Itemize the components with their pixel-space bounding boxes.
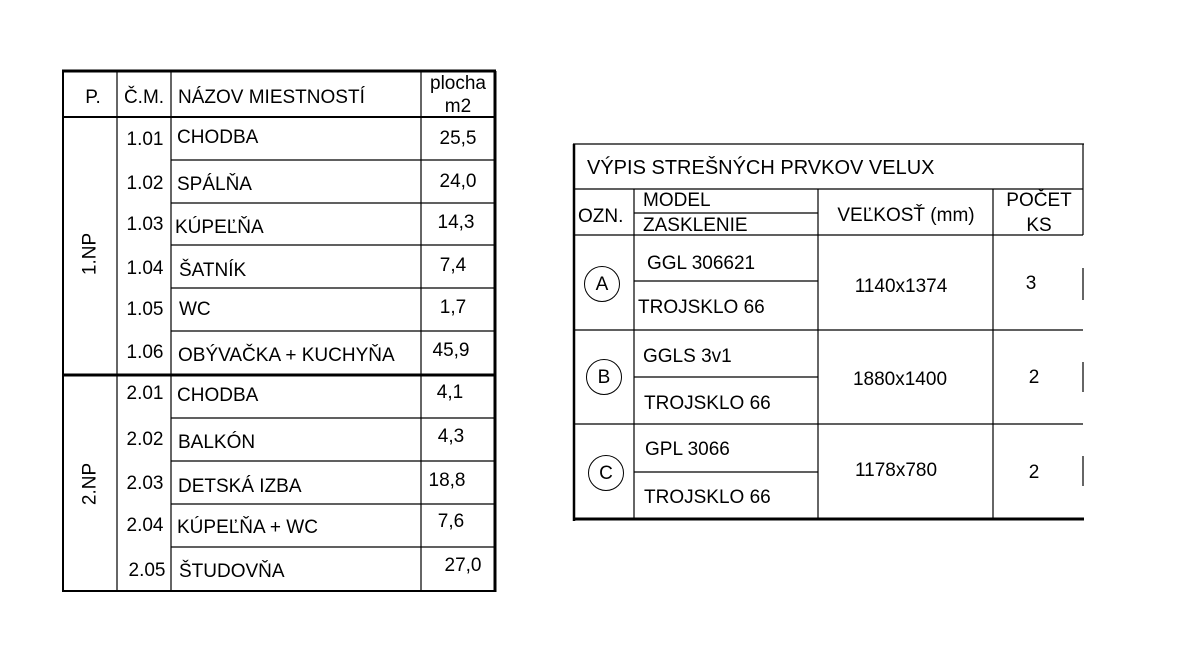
window-size: 1178x780 [854, 460, 938, 481]
room-area: 27,0 [444, 555, 482, 576]
window-glazing: TROJSKLO 66 [644, 393, 771, 414]
mark-circle [586, 359, 622, 395]
room-area: 14,3 [437, 212, 475, 233]
room-number: 1.04 [126, 258, 164, 279]
mark-circle [588, 455, 624, 491]
room-name: ŠATNÍK [179, 260, 247, 281]
header-room-name: NÁZOV MIESTNOSTÍ [178, 87, 365, 108]
header-glazing: ZASKLENIE [643, 215, 748, 236]
header-area-line2: m2 [444, 96, 472, 117]
room-area: 18,8 [428, 470, 466, 491]
mark-label: A [595, 273, 609, 295]
room-area: 4,1 [436, 382, 464, 403]
room-area: 45,9 [432, 340, 470, 361]
mark-label: B [597, 366, 611, 388]
room-number: 1.03 [126, 214, 164, 235]
floor-label-2np: 2.NP [79, 462, 101, 506]
room-area: 1,7 [439, 297, 467, 318]
room-area: 24,0 [439, 171, 477, 192]
room-name: WC [179, 299, 211, 320]
header-area-line1: plocha [430, 73, 486, 94]
header-count-line2: KS [1026, 215, 1052, 236]
window-size: 1880x1400 [852, 369, 948, 390]
window-model: GGL 306621 [647, 253, 756, 274]
room-name: BALKÓN [178, 432, 256, 453]
room-name: CHODBA [177, 127, 259, 148]
mark-label: C [599, 462, 613, 484]
room-area: 7,6 [437, 511, 465, 532]
mark-circle [584, 266, 620, 302]
floor-label-1np: 1.NP [79, 232, 101, 276]
room-number: 1.01 [126, 129, 164, 150]
room-name: SPÁLŇA [177, 174, 252, 195]
room-name: KÚPEĽŇA + WC [177, 517, 318, 538]
header-room-number: Č.M. [123, 87, 165, 108]
header-model: MODEL [643, 190, 711, 211]
room-number: 2.05 [128, 560, 166, 581]
room-number: 2.04 [126, 515, 164, 536]
room-number: 2.01 [126, 383, 164, 404]
window-count: 3 [1025, 273, 1037, 294]
room-number: 1.02 [126, 173, 164, 194]
header-ozn: OZN. [578, 206, 624, 227]
window-size: 1140x1374 [854, 276, 948, 297]
room-number: 2.03 [126, 473, 164, 494]
window-model: GPL 3066 [645, 439, 730, 460]
velux-table-title: VÝPIS STREŠNÝCH PRVKOV VELUX [587, 157, 935, 179]
room-number: 2.02 [126, 429, 164, 450]
room-name: ŠTUDOVŇA [179, 561, 285, 582]
window-glazing: TROJSKLO 66 [638, 297, 765, 318]
header-floor: P. [85, 87, 101, 108]
window-model: GGLS 3v1 [643, 346, 732, 367]
room-name: CHODBA [177, 385, 259, 406]
room-number: 1.06 [126, 342, 164, 363]
room-name: KÚPEĽŇA [175, 217, 264, 238]
room-area: 7,4 [439, 255, 467, 276]
room-number: 1.05 [126, 299, 164, 320]
window-count: 2 [1028, 367, 1040, 388]
window-glazing: TROJSKLO 66 [644, 487, 771, 508]
room-area: 25,5 [439, 128, 477, 149]
header-size: VEĽKOSŤ (mm) [837, 205, 975, 226]
window-count: 2 [1028, 462, 1040, 483]
room-name: DETSKÁ IZBA [178, 476, 302, 497]
room-area: 4,3 [437, 426, 465, 447]
room-name: OBÝVAČKA + KUCHYŇA [178, 345, 395, 366]
header-count-line1: POČET [1006, 190, 1072, 211]
